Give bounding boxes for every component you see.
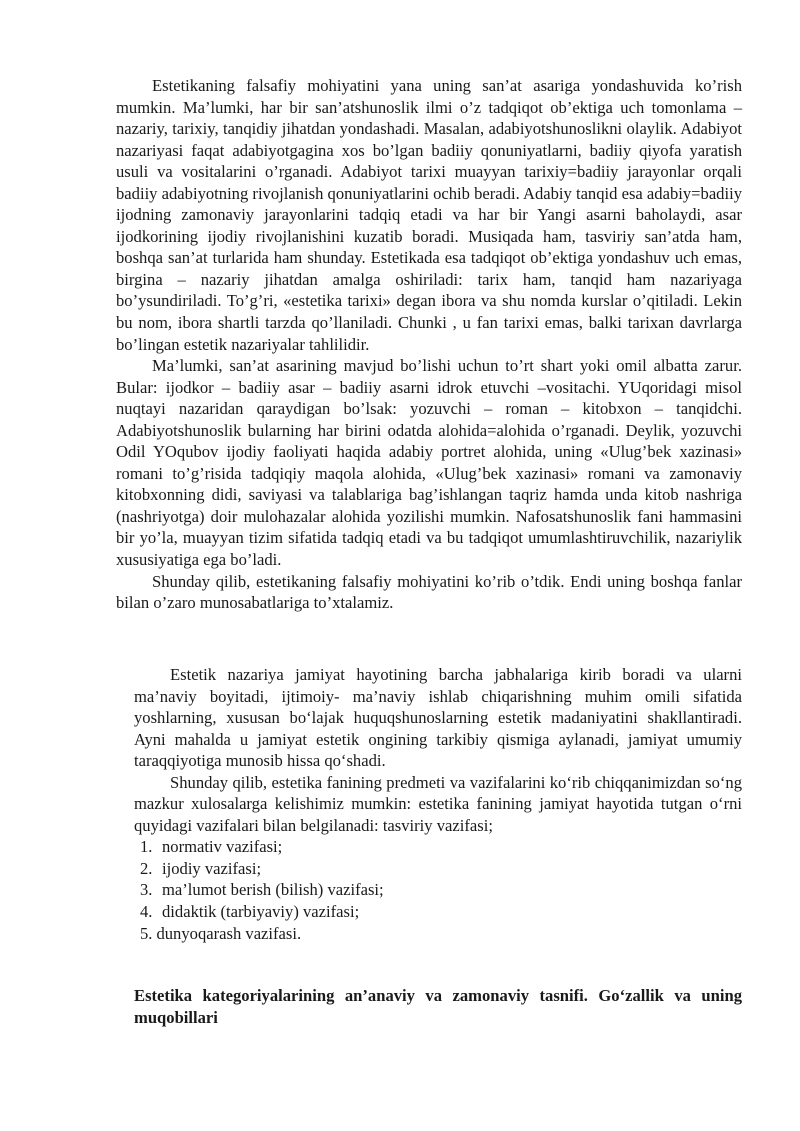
paragraph-aesthetic-theory: Estetik nazariya jamiyat hayotining barcha jabhalariga kirib boradi va ularni ma’naviy boyitadi, ijtimoiy- ma’naviy ishlab chiqarishning muhim omili sifatida yoshlarning, xususan bo‘lajak huquqshunoslarning estetik madaniyatini shakllantiradi. Ayni mahalda u jamiyat estetik ongining tarkibiy qismiga aylanadi, jamiyat umumiy taraqqiyotiga munosib hissa qo‘shadi. [134, 665, 742, 771]
paragraph-transition: Shunday qilib, estetikaning falsafiy mohiyatini ko’rib o’tdik. Endi uning boshqa fanlar bilan o’zaro munosabatlariga to’xtalamiz. [116, 571, 742, 613]
section-heading: Estetika kategoriyalarining an’anaviy va zamonaviy tasnifi. Go‘zallik va uning muqobillari [134, 986, 742, 1027]
list-item: 5. dunyoqarash vazifasi. [140, 923, 302, 943]
paragraph-aesthetics-approach: Estetikaning falsafiy mohiyatini yana uning san’at asariga yondashuvida ko’rish mumkin. Ma’lumki, har bir san’atshunoslik ilmi o’z tadqiqot ob’ektiga uch tomonlama – nazariy, tarixiy, tanqidiy jihatdan yondashadi. Masalan, adabiyotshunoslikni olaylik. Adabiyot nazariyasi faqat adabiyotgagina xos bo’lgan badiiy qonuniyatlarni, badiiy qiyofa yaratish usuli va vositalarini o’rganadi. Adabiyot tarixi muayyan tarixiy=badiiy jarayonlar orqali badiiy adabiyotning rivojlanish qonuniyatlarini ochib beradi. Adabiy tanqid esa adabiy=badiiy ijodning zamonaviy jarayonlarini tadqiq etadi va har bir Yangi asarni baholaydi, asar ijodkorining ijodiy rivojlanishini kuzatib boradi. Musiqada ham, tasviriy san’atda ham, boshqa san’at turlarida ham shunday. Estetikada esa tadqiqot ob’ektiga yondashuv uch emas, birgina – nazariy jihatdan amalga oshiriladi: tarix ham, tanqid ham nazariyaga bo’ysundiriladi. To’g’ri, «estetika tarixi» degan ibora va shu nomda kurslar o’qitiladi. Lekin bu nom, ibora shartli tarzda qo’llaniladi. Chunki , u fan tarixi emas, balki tarixan davrlarga bo’lingan estetik nazariyalar tahlilidir. [116, 76, 742, 354]
list-item: 2. ijodiy vazifasi; [140, 858, 262, 878]
paragraph-artwork-conditions: Ma’lumki, san’at asarining mavjud bo’lishi uchun to’rt shart yoki omil albatta zarur. Bular: ijodkor – badiiy asar – badiiy asarni idrok etuvchi –vositachi. YUqoridagi misol nuqtayi nazaridan qaraydigan bo’lsak: yozuvchi – roman – kitobxon – tanqidchi. Adabiyotshunoslik bularning har birini odatda alohida=alohida o’rganadi. Deylik, yozuvchi Odil YOqubov ijodiy faoliyati haqida adabiy portret alohida, uning «Ulug’bek xazinasi» romani to’g’risida tadqiqiy maqola alohida, «Ulug’bek xazinasi» romani va zamonaviy kitobxonning didi, saviyasi va talablariga bag’ishlangan taqriz hamda unda kitob nashriga (nashriyotga) doir mulohazalar alohida yozilishi mumkin. Nafosatshunoslik fani hammasini bir yo’la, muayyan tizim sifatida tadqiq etadi va bu tadqiqot umumlashtiruvchilik, nazariylik xususiyatiga ega bo’ladi. [116, 356, 742, 570]
list-item: 3. ma’lumot berish (bilish) vazifasi; [140, 880, 384, 900]
functions-list [134, 836, 742, 944]
paragraph-functions-intro: Shunday qilib, estetika fanining predmeti va vazifalarini ko‘rib chiqqanimizdan so‘ng mazkur xulosalarga kelishimiz mumkin: estetika fanining jamiyat hayotida tutgan o‘rni quyidagi vazifalari bilan belgilanadi: tasviriy vazifasi; [134, 772, 742, 835]
list-item: 4. didaktik (tarbiyaviy) vazifasi; [140, 902, 360, 922]
main-text [116, 75, 742, 614]
indented-text [134, 664, 742, 944]
list-item: 1. normativ vazifasi; [140, 837, 283, 857]
